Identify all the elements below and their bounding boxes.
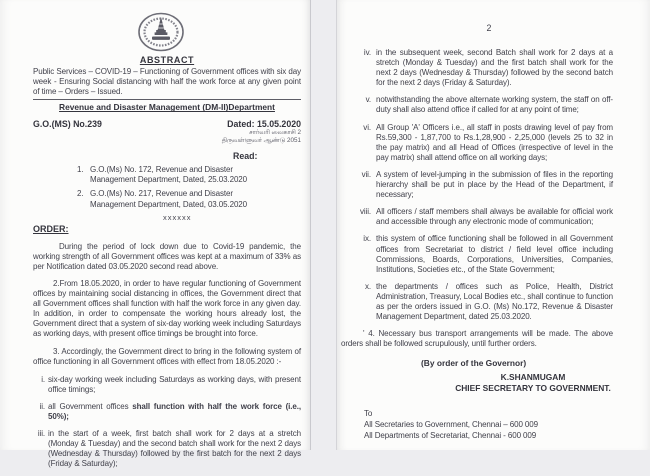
order-item-ix [353, 234, 613, 274]
item-number: iv. [363, 48, 371, 57]
page-1 [0, 0, 311, 469]
roman-list-page-2 [341, 48, 613, 322]
signature-block [453, 372, 613, 394]
tamil-date-line-2: திருவள்ளுவர் ஆண்டு 2051 [221, 137, 301, 145]
page-number: 2 [486, 23, 492, 33]
page-1-content [33, 0, 301, 476]
item-text: notwithstanding the above alternate working system, the staff on off-duty shall also attend office if called for at any point of time; [376, 95, 613, 115]
go-number: G.O.(MS) No.239 [33, 119, 102, 130]
order-item-v [353, 95, 613, 115]
order-item-vii [353, 170, 613, 200]
item-number: viii. [359, 207, 371, 217]
item-text: in the subsequent week, second Batch shall work for 2 days at a stretch (Monday & Tuesday) and the first batch shall work for the next 2 days (Wednesday & Thursday) followed by the second batch for the next 2 days (Friday & Saturday). [376, 48, 613, 88]
page-2 [336, 0, 650, 450]
roman-list-page-1 [33, 375, 301, 470]
page-2-content [341, 0, 613, 441]
item-text: six-day working week including Saturdays as working days, with present office timings; [48, 374, 301, 394]
signatory-title: CHIEF SECRETARY TO GOVERNMENT. [455, 383, 611, 394]
item-text [48, 402, 301, 422]
item-number: vi. [363, 122, 371, 132]
order-item-x [353, 282, 613, 322]
item-number: i. [41, 374, 45, 384]
item-number: x. [364, 281, 371, 291]
item-number: v. [365, 95, 371, 105]
department-heading: Revenue and Disaster Management (DM-II)Department [59, 102, 275, 113]
read-item-number: 1. [77, 165, 84, 175]
order-heading: ORDER: [33, 223, 69, 234]
item-text-normal: all Government offices [48, 401, 133, 411]
item-number: ii. [39, 401, 45, 411]
order-item-i [33, 375, 301, 395]
order-paragraph-4: ' 4. Necessary bus transport arrangements will be made. The above orders shall be followed scrupulously, until further orders. [341, 329, 613, 349]
order-paragraph-1: During the period of lock down due to Covid-19 pandemic, the working strength of all Government offices was kept at a maximum of 33% as per Notification dated 03.05.2020 second read above. [33, 241, 301, 271]
read-heading: Read: [233, 151, 258, 162]
item-text: this system of office functioning shall be followed in all Government offices from Secretariat to district / field level office including Commissions, Boards, Corporations, Universities, Companies, Institutions, Societies etc., of the State Government; [376, 234, 613, 274]
order-item-ii [33, 402, 301, 422]
go-number-row [33, 119, 301, 129]
to-label: To [364, 409, 373, 419]
order-item-iv [353, 48, 613, 88]
addressee-line: All Departments of Secretariat, Chennai - 600 009 [364, 430, 537, 440]
abstract-heading: ABSTRACT [139, 55, 195, 65]
item-text: in the start of a week, first batch shall work for 2 days at a stretch (Monday & Tuesday) and the second batch shall work for the next 2 days (Wednesday & Thursday) followed by the first batch for the next 2 days (Friday & Saturday); [48, 429, 301, 469]
order-paragraph-2: 2.From 18.05.2020, in order to have regular functioning of Government offices by maintaining social distancing in offices, the Government direct that all Government offices shall function with half the work force in any given day. In addition, in order to compensate the working hours already lost, the Government direct that a system of six-day working week including Saturdays as working days, with present office timings be brought into force. [33, 278, 301, 339]
read-item-1 [77, 165, 301, 185]
government-seal-icon [137, 12, 185, 52]
order-item-viii [353, 207, 613, 227]
item-text: the departments / offices such as Police, Health, District Administration, Treasury, Local Bodies etc., shall continue to function as per the orders issued in G.O. (Ms) No.172, Revenue & Disaster Management Department, dated 25.03.2020. [376, 281, 613, 322]
tamil-date-line-1: சார்வரி வைகாசி 2 [249, 129, 301, 137]
read-item-text: G.O.(Ms) No. 172, Revenue and Disaster Management Department, Dated, 25.03.2020 [90, 165, 247, 185]
abstract-text: Public Services – COVID-19 – Functioning of Government offices with six day week - Ensuring Social distancing with half the work force at any given point of time – Orders – Issued. [33, 67, 301, 100]
item-text: All Group 'A' Officers i.e., all staff in posts drawing level of pay from Rs.59,300 - 1,87,700 to Rs.1,28,900 - 2,25,000 (levels 25 to 32 in the pay matrix) and all Head of Offices (irrespective of level in the pay matrix) shall attend office on all working days; [376, 122, 613, 162]
item-text: All officers / staff members shall always be available for official work and accessible through any electronic mode of communication; [376, 207, 613, 227]
read-item-number: 2. [77, 189, 84, 199]
item-text-bold: shall function with half the work force (i.e., 50%); [48, 401, 301, 421]
order-item-vi [353, 123, 613, 163]
separator-xxxxxx: xxxxxx [163, 212, 192, 222]
item-text: A system of level-jumping in the submission of files in the reporting hierarchy shall be put in place by the Head of the Department, if necessary; [376, 169, 613, 200]
item-number: ix. [363, 234, 371, 244]
item-number: iii. [37, 429, 45, 439]
read-item-2 [77, 189, 301, 209]
item-number: vii. [361, 169, 371, 179]
signatory-name: K.SHANMUGAM [500, 372, 566, 383]
by-order-line: (By order of the Governor) [421, 358, 527, 369]
addressee-block [364, 409, 613, 441]
read-item-text: G.O.(Ms) No. 217, Revenue and Disaster Management Department, Dated, 03.05.2020 [90, 189, 247, 209]
order-item-iii [33, 429, 301, 469]
addressee-line: All Secretaries to Government, Chennai – 600 009 [364, 419, 538, 429]
order-paragraph-3: 3. Accordingly, the Government direct to bring in the following system of office functioning in all Government offices with effect from 18.05.2020 :- [33, 346, 301, 366]
date-label: Dated: 15.05.2020 [227, 119, 301, 130]
